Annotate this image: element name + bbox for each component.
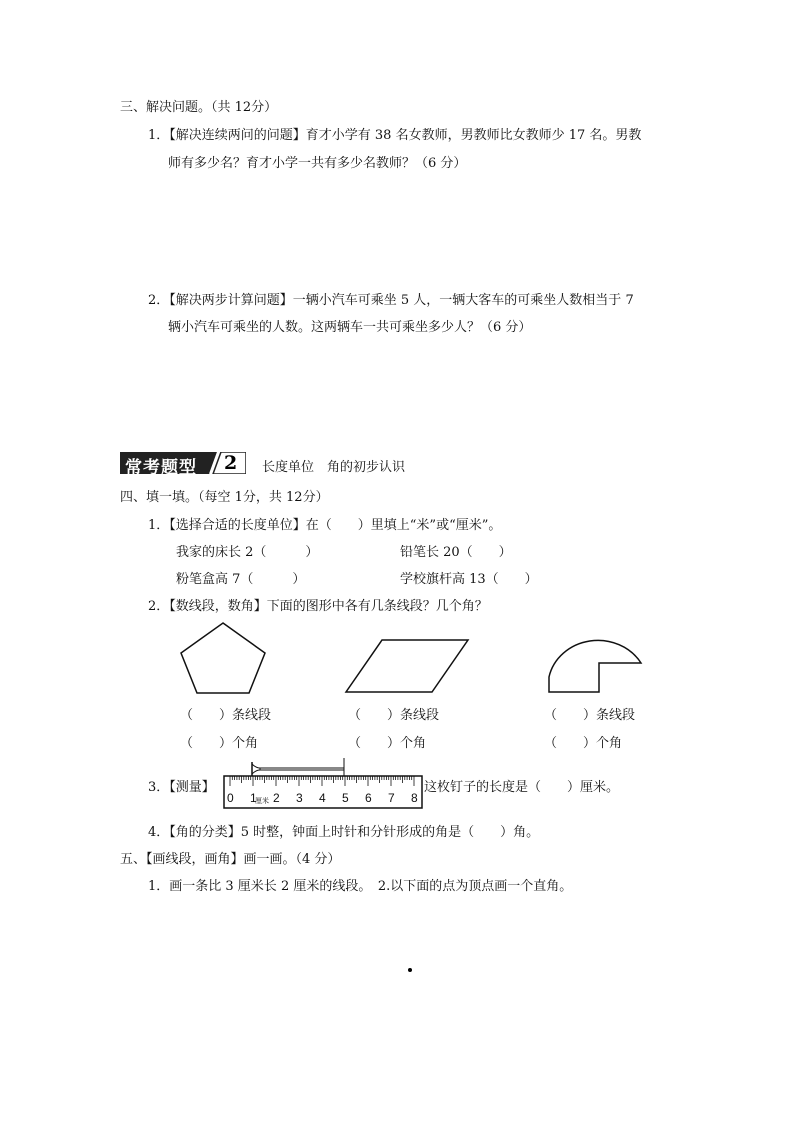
pentagon-figure	[178, 621, 268, 695]
ruler-number-5: 5	[342, 791, 349, 805]
section-4-q4: 4．【角的分类】5 时整，钟面上时针和分针形成的角是（ ）角。	[148, 825, 540, 840]
sector-angles-blank: （ ）个角	[544, 736, 623, 751]
section-4-q3-suffix: 这枚钉子的长度是（ ）厘米。	[424, 780, 620, 795]
pentagon-segments-blank: （ ）条线段	[180, 708, 272, 723]
ruler-number-0: 0	[227, 791, 234, 805]
ruler-unit-label: 厘米	[255, 798, 269, 805]
section-3-heading: 三、解决问题。（共 12分）	[120, 100, 278, 115]
parallelogram-segments-blank: （ ）条线段	[348, 708, 440, 723]
section-3-q1-line1: 1．【解决连续两问的问题】育才小学有 38 名女教师，男教师比女教师少 17 名。男教	[148, 128, 642, 143]
ruler-number-7: 7	[388, 791, 395, 805]
section-4-q1-d: 学校旗杆高 13（ ）	[400, 572, 538, 587]
section-4-q1-a: 我家的床长 2（ ）	[176, 545, 319, 560]
section-4-q1-b: 铅笔长 20（ ）	[400, 545, 512, 560]
ruler-number-3: 3	[296, 791, 303, 805]
vertex-point	[408, 968, 412, 972]
ruler-number-6: 6	[365, 791, 372, 805]
pentagon-angles-blank: （ ）个角	[180, 736, 259, 751]
section-3-q2-line1: 2．【解决两步计算问题】一辆小汽车可乘坐 5 人，一辆大客车的可乘坐人数相当于 7	[148, 293, 634, 308]
ruler-number-8: 8	[411, 791, 418, 805]
ruler-number-4: 4	[319, 791, 326, 805]
parallelogram-angles-blank: （ ）个角	[348, 736, 427, 751]
section-4-q3-prefix: 3．【测量】	[148, 780, 215, 795]
section-3-q1-line2: 师有多少名？育才小学一共有多少名教师？（6 分）	[168, 156, 467, 171]
sector-figure	[545, 617, 645, 695]
section-4-q1: 1．【选择合适的长度单位】在（ ）里填上“米”或“厘米”。	[148, 518, 502, 533]
section-5-heading: 五、【画线段，画角】画一画。（4 分）	[120, 852, 341, 867]
ruler-number-2: 2	[273, 791, 280, 805]
section-5-q1: 1．画一条比 3 厘米长 2 厘米的线段。 2.以下面的点为顶点画一个直角。	[148, 879, 573, 894]
ruler-number-1: 1	[250, 791, 257, 805]
parallelogram-figure	[344, 638, 470, 694]
badge-label: 常考题型	[125, 458, 197, 478]
section-4-heading: 四、填一填。（每空 1分，共 12分）	[120, 490, 329, 505]
question-type-badge	[120, 452, 246, 478]
badge-topic: 长度单位 角的初步认识	[262, 460, 406, 475]
sector-segments-blank: （ ）条线段	[544, 708, 636, 723]
section-4-q2: 2．【数线段，数角】下面的图形中各有几条线段？几个角？	[148, 599, 488, 614]
section-4-q1-c: 粉笔盒高 7（ ）	[176, 572, 306, 587]
badge-number: 2	[224, 452, 238, 474]
section-3-q2-line2: 辆小汽车可乘坐的人数。这两辆车一共可乘坐多少人？（6 分）	[168, 320, 532, 335]
